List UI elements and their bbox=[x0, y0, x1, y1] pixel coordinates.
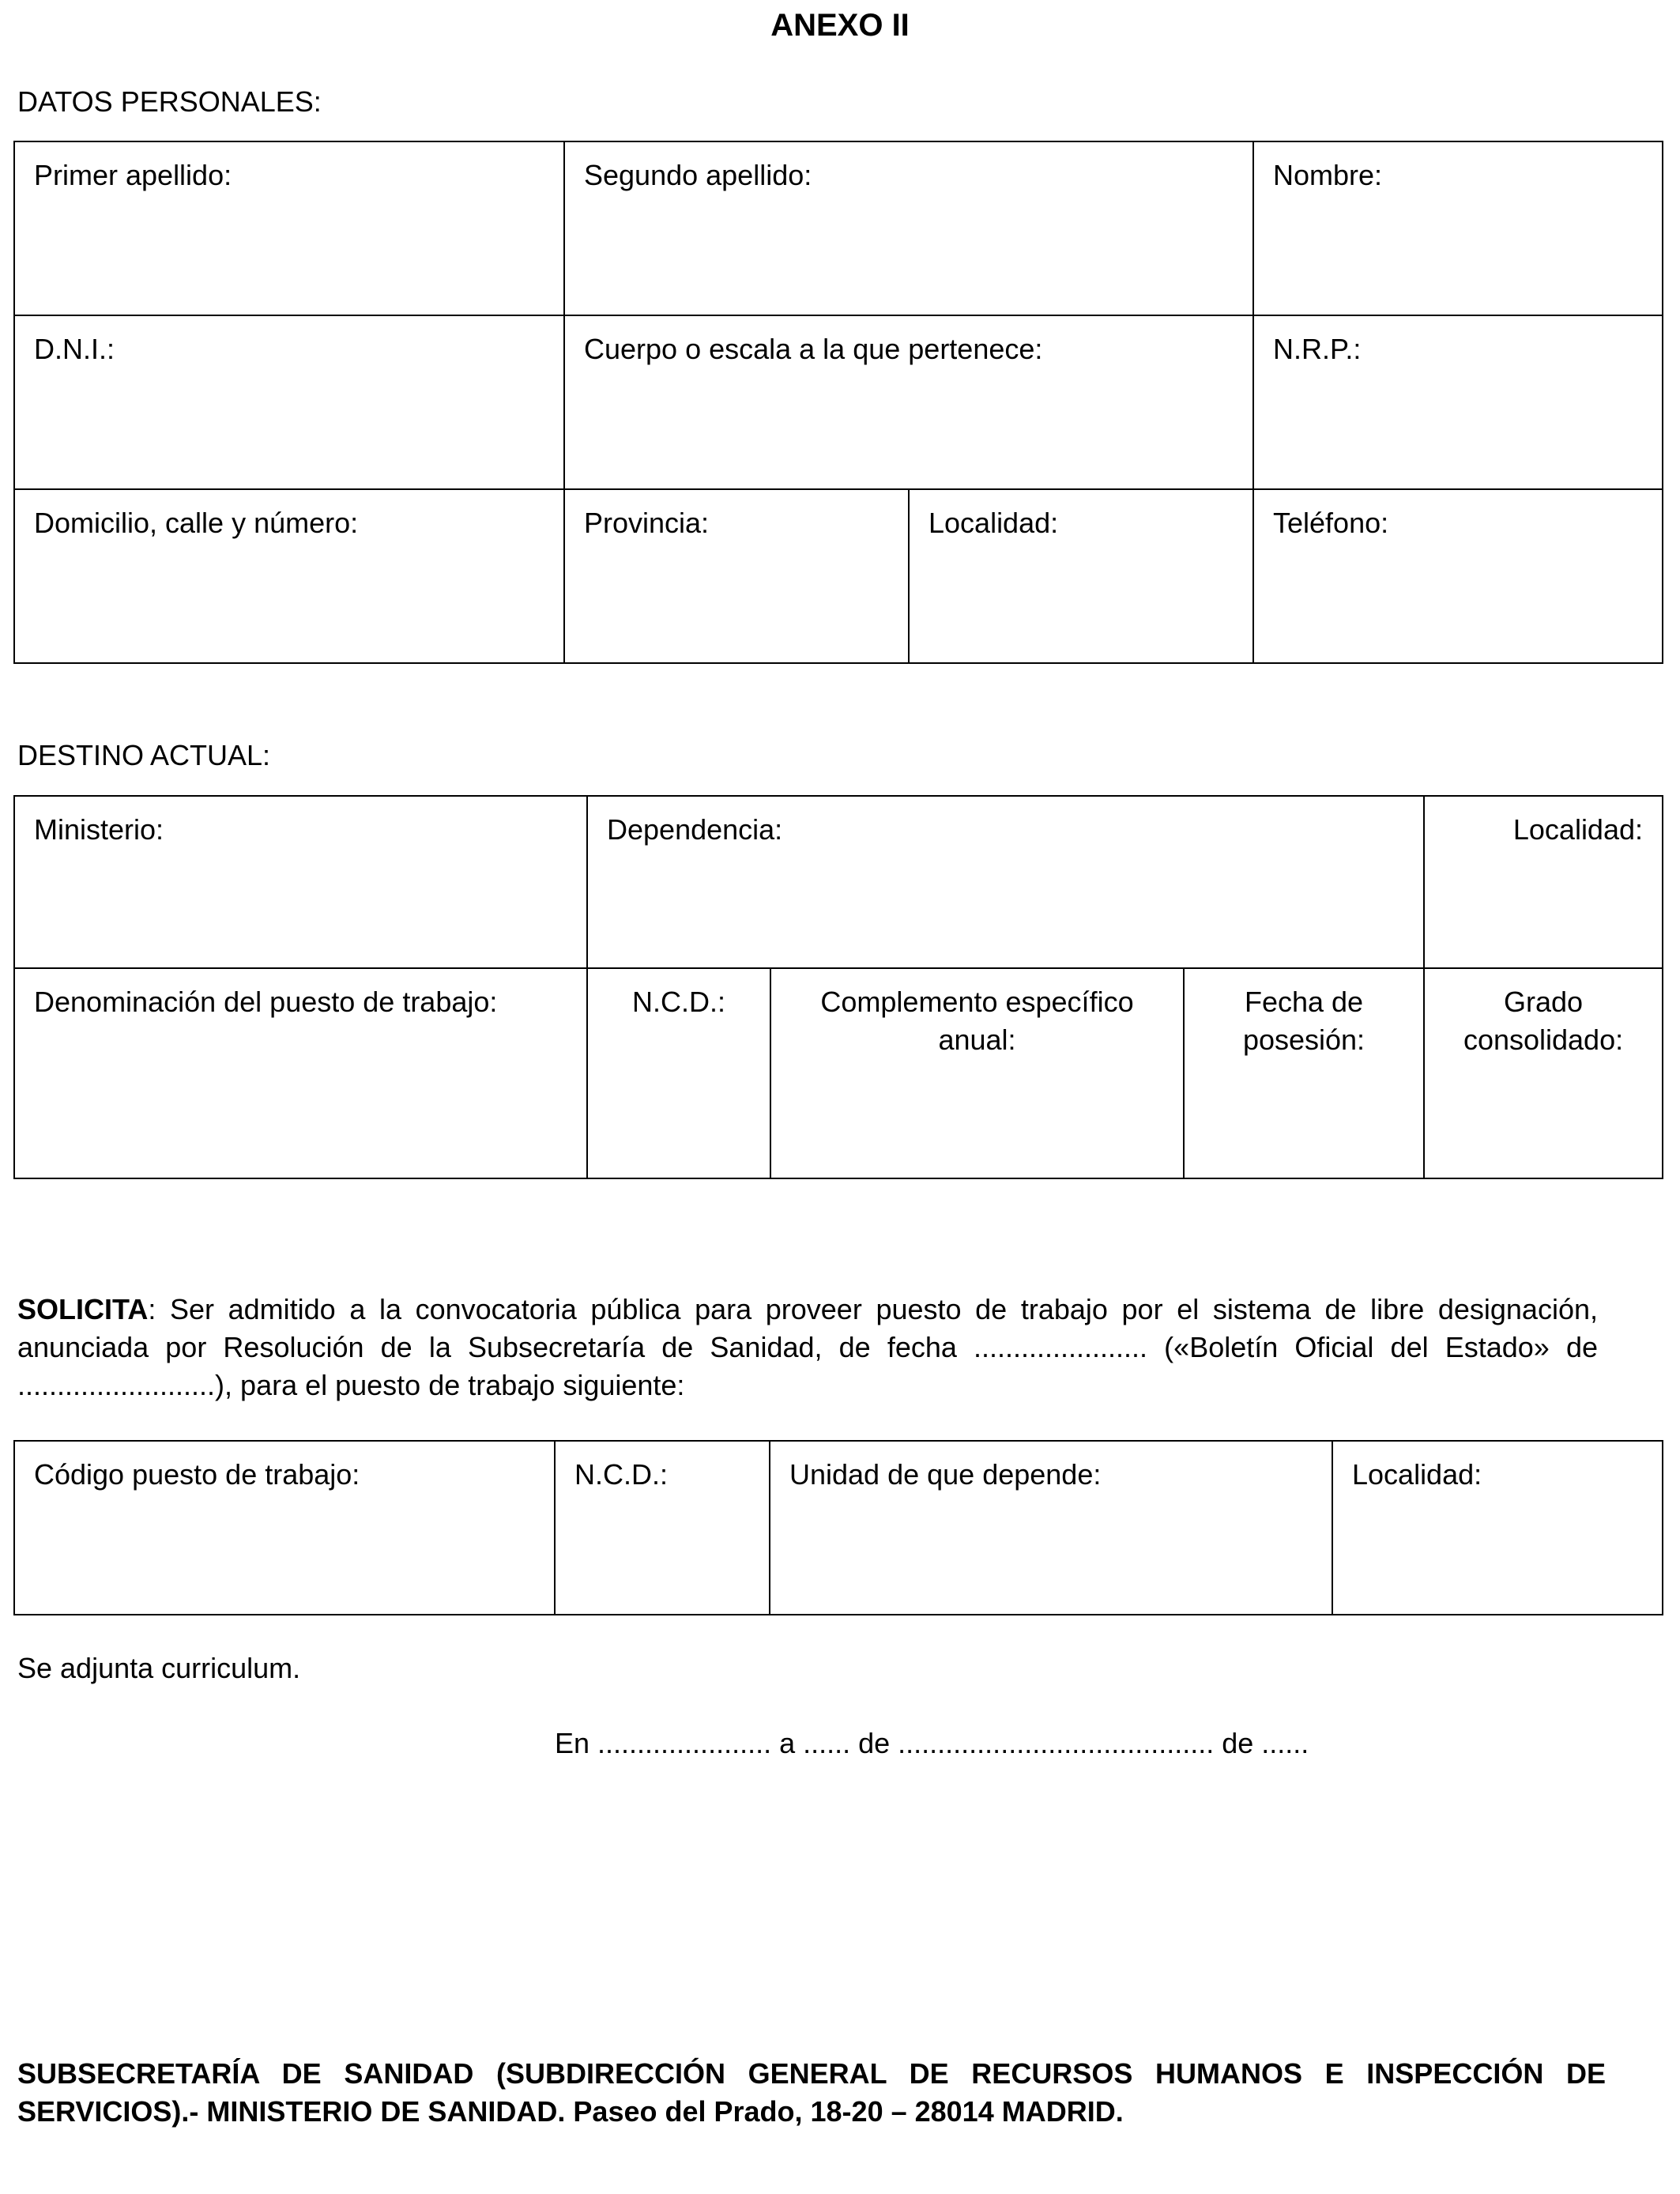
solicita-label: SOLICITA bbox=[17, 1293, 149, 1325]
place-date-line: En ...................... a ...... de ........................................ de ...... bbox=[555, 1727, 1309, 1759]
domicilio-field[interactable]: Domicilio, calle y número: bbox=[14, 489, 564, 663]
footer-address: SUBSECRETARÍA DE SANIDAD (SUBDIRECCIÓN GENERAL DE RECURSOS HUMANOS E INSPECCIÓN DE SERVICIOS).- MINISTERIO DE SANIDAD. Paseo del Prado, 18-20 – 28014 MADRID. bbox=[17, 2057, 1606, 2128]
puesto-ncd-field[interactable]: N.C.D.: bbox=[555, 1441, 770, 1615]
destino-localidad-field[interactable]: Localidad: bbox=[1424, 796, 1663, 968]
nombre-field[interactable]: Nombre: bbox=[1253, 141, 1663, 315]
personal-data-heading: DATOS PERSONALES: bbox=[17, 85, 322, 118]
denominacion-field[interactable]: Denominación del puesto de trabajo: bbox=[14, 968, 587, 1178]
destino-actual-heading: DESTINO ACTUAL: bbox=[17, 739, 271, 771]
page-title: ANEXO II bbox=[770, 8, 910, 43]
dni-field[interactable]: D.N.I.: bbox=[14, 315, 564, 489]
solicita-paragraph bbox=[17, 1291, 1598, 1404]
destino-actual-table bbox=[13, 795, 1663, 1179]
puesto-localidad-field[interactable]: Localidad: bbox=[1332, 1441, 1663, 1615]
ministerio-field[interactable]: Ministerio: bbox=[14, 796, 587, 968]
grado-field[interactable]: Grado consolidado: bbox=[1424, 968, 1663, 1178]
localidad-field[interactable]: Localidad: bbox=[909, 489, 1253, 663]
segundo-apellido-field[interactable]: Segundo apellido: bbox=[564, 141, 1253, 315]
destino-ncd-field[interactable]: N.C.D.: bbox=[587, 968, 770, 1178]
puesto-solicitado-table bbox=[13, 1440, 1663, 1615]
unidad-field[interactable]: Unidad de que depende: bbox=[770, 1441, 1332, 1615]
complemento-field[interactable]: Complemento específico anual: bbox=[770, 968, 1184, 1178]
telefono-field[interactable]: Teléfono: bbox=[1253, 489, 1663, 663]
codigo-puesto-field[interactable]: Código puesto de trabajo: bbox=[14, 1441, 555, 1615]
dependencia-field[interactable]: Dependencia: bbox=[587, 796, 1424, 968]
cuerpo-field[interactable]: Cuerpo o escala a la que pertenece: bbox=[564, 315, 1253, 489]
personal-data-table bbox=[13, 141, 1663, 664]
solicita-text: : Ser admitido a la convocatoria pública para proveer puesto de trabajo por el sistema de libre designación, anunciada por Resolución de la Subsecretaría de Sanidad, de fecha ...................... («Boletín Oficial del Estado» de .........................), para el puesto de trabajo siguiente: bbox=[17, 1293, 1598, 1401]
nrp-field[interactable]: N.R.P.: bbox=[1253, 315, 1663, 489]
fecha-posesion-field[interactable]: Fecha de posesión: bbox=[1184, 968, 1424, 1178]
adjunta-curriculum: Se adjunta curriculum. bbox=[17, 1652, 301, 1684]
primer-apellido-field[interactable]: Primer apellido: bbox=[14, 141, 564, 315]
provincia-field[interactable]: Provincia: bbox=[564, 489, 909, 663]
